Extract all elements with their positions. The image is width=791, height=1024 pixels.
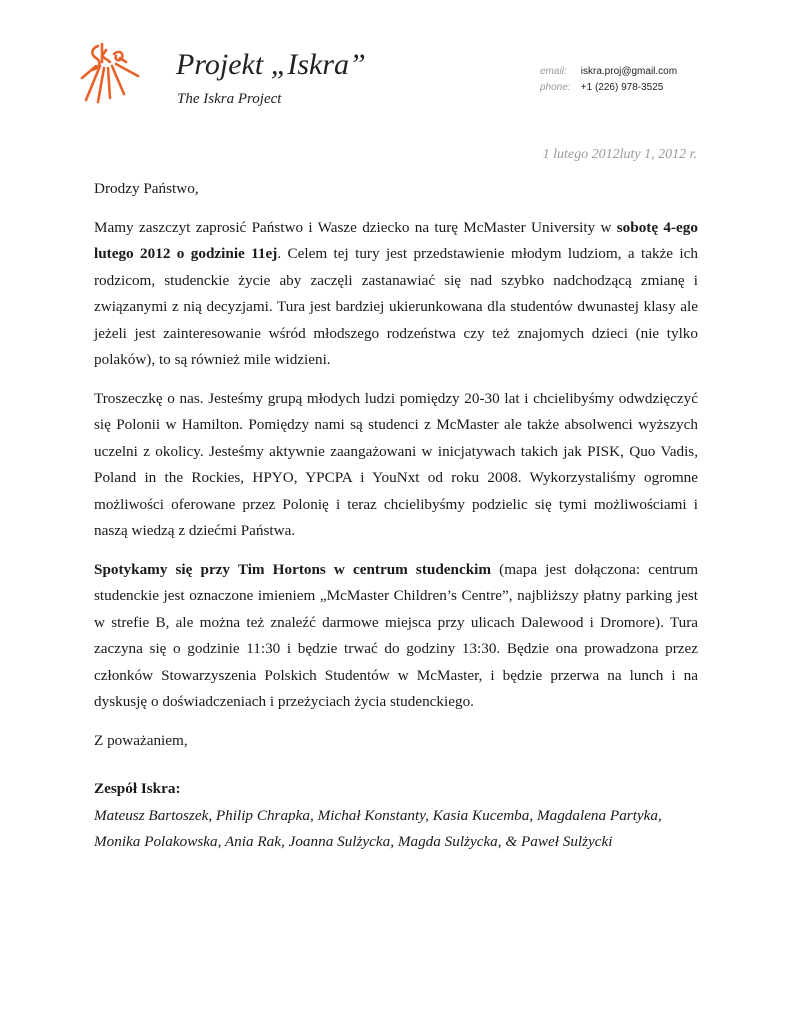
email-value[interactable]: iskra.proj@gmail.com [580, 66, 678, 77]
team-label: Zespół Iskra: [94, 780, 181, 797]
greeting: Drodzy Państwo, [94, 180, 199, 197]
meeting-details: (mapa jest dołączona: centrum studenckie jest oznaczone imieniem „McMaster Children’s Centre”, najbliższy płatny parking jest w strefie B, ale można też znaleźć darmowe miejsca przy ulicach Dalewood i Dromore). Tura zaczyna się o godzinie 11:30 i będzie trwać do godziny 13:30. Będzie ona prowadzona przez członków Stowarzyszenia Polskich Studentów w McMaster, i będzie przerwa na lunch i na dyskusję o doświadczeniach i przeżyciach życia studenckiego. [94, 560, 699, 710]
project-title: Projekt „Iskra” [176, 48, 366, 81]
letter-body [94, 176, 698, 868]
email-row [540, 64, 677, 80]
paragraph-meeting [94, 557, 698, 716]
phone-row [540, 80, 677, 96]
paragraph-invitation [94, 215, 698, 374]
iskra-logo-icon [80, 40, 142, 104]
closing: Z poważaniem, [94, 731, 188, 749]
team-names: Mateusz Bartoszek, Philip Chrapka, Michał Konstanty, Kasia Kucemba, Magdalena Partyka, Monika Polakowska, Ania Rak, Joanna Sulżycka, Magda Sulżycka, & Paweł Sulżycki [94, 806, 662, 850]
letter-date: 1 lutego 2012luty 1, 2012 r. [542, 147, 697, 162]
meeting-place: Spotykamy się przy Tim Hortons w centrum studenckim [94, 560, 492, 578]
project-subtitle: The Iskra Project [177, 91, 282, 107]
email-label: email: [540, 66, 567, 77]
team-heading [94, 776, 698, 803]
phone-value: +1 (226) 978-3525 [580, 82, 664, 93]
invitation-text: Mamy zaszczyt zaprosić Państwo i Wasze dziecko na turę McMaster University w [94, 218, 617, 236]
invitation-date: sobotę 4-ego lutego 2012 o godzinie 11ej [94, 218, 698, 262]
invitation-details: . Celem tej tury jest przedstawienie młodym ludziom, a także ich rodzicom, studenckie życie aby zaczęli zastanawiać się nad szybko nadchodzącą zmianę i związanymi z nią decyzjami. Tura jest bardziej ukierunkowana dla studentów dwunastej klasy ale jeżeli jest zainteresowanie wśród młodszego rodzeństwa czy też znajomych dzieci (nie tylko polaków), to są również mile widzieni. [94, 245, 698, 368]
phone-label: phone: [540, 82, 571, 93]
contact-info [540, 64, 677, 96]
paragraph-about-us: Troszeczkę o nas. Jesteśmy grupą młodych ludzi pomiędzy 20-30 lat i chcielibyśmy odwdzięczyć się Polonii w Hamilton. Pomiędzy nami są studenci z McMaster ale także absolwenci wyższych uczelni z okolicy. Jesteśmy aktywnie zaangażowani w inicjatywach takich jak PISK, Quo Vadis, Poland in the Rockies, HPYO, YPCPA i YouNxt od roku 2008. Wykorzystaliśmy ogromne możliwości oferowane przez Polonię i teraz chcielibyśmy podzielic się tymi możliwościami i naszą wiedzą z dziećmi Państwa. [94, 389, 698, 539]
